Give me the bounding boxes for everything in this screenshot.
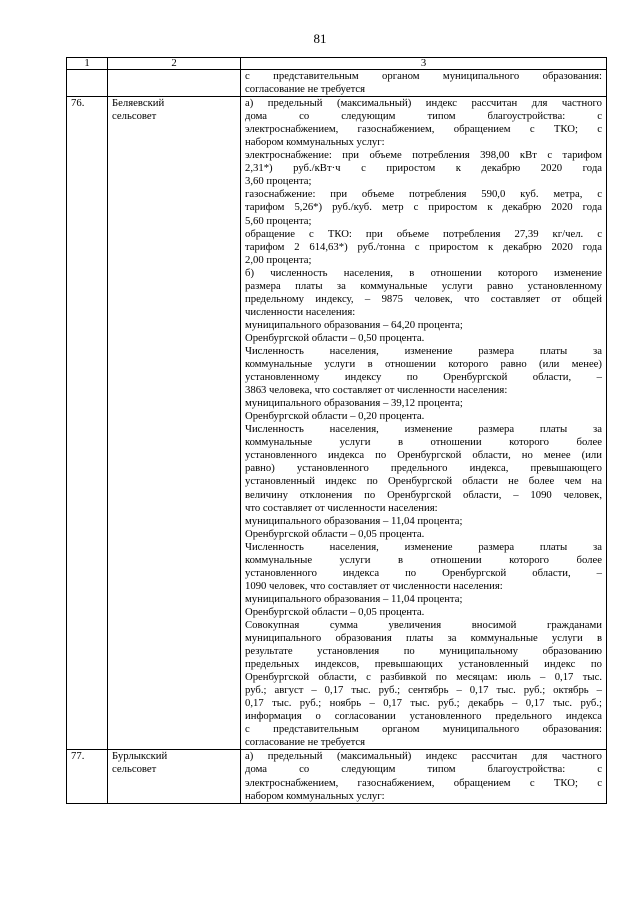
text-line: 3863 человека, что составляет от численности населения:: [245, 384, 508, 397]
text-line: Численность населения, изменение размера платы за: [245, 423, 602, 436]
text-line: 1090 человек, что составляет от численности населения:: [245, 579, 503, 592]
text-line: установленный индекс по Оренбургской области не более чем на: [245, 475, 602, 488]
text-line: численности населения:: [245, 305, 356, 318]
text-line: электроснабжением, газоснабжением, обращением с ТКО; с: [245, 123, 602, 136]
text-line: Оренбургской области – 0,20 процента.: [245, 410, 425, 423]
text-line: предельных индексов, превышающих установленный индекс по: [245, 658, 602, 671]
continuation-number-cell: [67, 70, 108, 97]
municipality-name: [108, 97, 241, 750]
municipality-name-line: Бурлыкский: [112, 750, 168, 763]
table-row-76: [67, 97, 607, 750]
text-line: 2,31*) руб./кВт·ч с приростом к декабрю 2020 года: [245, 162, 602, 175]
column-header-2: 2: [108, 58, 241, 70]
text-line: а) предельный (максимальный) индекс рассчитан для частного: [245, 97, 602, 110]
text-line: коммунальные услуги в отношении которого более: [245, 553, 602, 566]
column-header-1: 1: [67, 58, 108, 70]
municipality-name-line: сельсовет: [112, 110, 157, 123]
text-line: размера платы за коммунальные услуги равно установленному: [245, 279, 602, 292]
row-number: 77.: [67, 750, 108, 803]
text-line: 5,60 процента;: [245, 214, 312, 227]
text-line: Численность населения, изменение размера платы за: [245, 540, 602, 553]
text-line: величину отклонения по Оренбургской области, – 1090 человек,: [245, 488, 602, 501]
text-line: руб.; август – 0,17 тыс. руб.; сентябрь – 0,17 тыс. руб.; октябрь –: [245, 684, 602, 697]
text-line: Совокупная сумма увеличения вносимой гражданами: [245, 618, 602, 631]
text-line: Оренбургской области, с разбивкой по месяцам: июль – 0,17 тыс.: [245, 671, 602, 684]
continuation-text-cell: [241, 70, 607, 97]
text-line: муниципального образования – 39,12 процента;: [245, 397, 463, 410]
text-line: установленного индекса по Оренбургской области, но менее (или: [245, 449, 602, 462]
text-line: 3,60 процента;: [245, 175, 312, 188]
text-line: набором коммунальных услуг:: [245, 789, 385, 802]
text-line: муниципального образования платы за коммунальные услуги в: [245, 632, 602, 645]
column-number-row: [67, 58, 607, 70]
text-line: результате установления по муниципальному образованию: [245, 645, 602, 658]
municipality-name: [108, 750, 241, 803]
text-line: коммунальные услуги в отношении которого равно (или менее): [245, 358, 602, 371]
index-description: [241, 97, 607, 750]
table-row-77: [67, 750, 607, 803]
text-line: коммунальные услуги в отношении которого более: [245, 436, 602, 449]
text-line: равно) установленного предельного индекса, превышающего: [245, 462, 602, 475]
text-line: а) предельный (максимальный) индекс рассчитан для частного: [245, 750, 602, 763]
text-line: муниципального образования – 11,04 процента;: [245, 592, 463, 605]
text-line: дома со следующим типом благоустройства: с: [245, 763, 602, 776]
text-line: обращение с ТКО: при объеме потребления 27,39 кг/чел. с: [245, 227, 602, 240]
text-line: электроснабжение: при объеме потребления 398,00 кВт с тарифом: [245, 149, 602, 162]
municipality-name-line: сельсовет: [112, 763, 157, 776]
page-number: 81: [313, 31, 327, 46]
text-line: муниципального образования – 11,04 процента;: [245, 514, 463, 527]
text-line: информация о согласовании установленного предельного индекса: [245, 710, 602, 723]
text-line: газоснабжение: при объеме потребления 590,0 куб. метра, с: [245, 188, 602, 201]
continuation-name-cell: [108, 70, 241, 97]
text-line: с представительным органом муниципального образования:: [245, 70, 602, 82]
municipality-name-line: Беляевский: [112, 97, 165, 110]
text-line: дома со следующим типом благоустройства: с: [245, 110, 602, 123]
text-line: установленному индексу по Оренбургской области, –: [245, 371, 602, 384]
text-line: тарифом 5,26*) руб./куб. метр с приростом к декабрю 2020 года: [245, 201, 602, 214]
index-description: [241, 750, 607, 803]
text-line: б) численность населения, в отношении которого изменение: [245, 266, 602, 279]
text-line: тарифом 2 614,63*) руб./тонна с приростом к декабрю 2020 года: [245, 240, 602, 253]
text-line: с представительным органом муниципального образования:: [245, 723, 602, 736]
municipal-index-table: [66, 57, 607, 804]
text-line: электроснабжением, газоснабжением, обращением с ТКО; с: [245, 776, 602, 789]
text-line: предельному индексу, – 9875 человек, что составляет от общей: [245, 292, 602, 305]
continuation-row: [67, 70, 607, 97]
text-line: 2,00 процента;: [245, 253, 312, 266]
text-line: установленного индекса по Оренбургской области, –: [245, 566, 602, 579]
row-number: 76.: [67, 97, 108, 750]
text-line: Оренбургской области – 0,05 процента.: [245, 605, 425, 618]
text-line: Численность населения, изменение размера платы за: [245, 344, 602, 357]
text-line: муниципального образования – 64,20 процента;: [245, 318, 463, 331]
text-line: согласование не требуется: [245, 83, 366, 96]
text-line: что составляет от численности населения:: [245, 501, 438, 514]
text-line: согласование не требуется: [245, 736, 366, 749]
text-line: Оренбургской области – 0,50 процента.: [245, 331, 425, 344]
text-line: набором коммунальных услуг:: [245, 136, 385, 149]
text-line: 0,17 тыс. руб.; ноябрь – 0,17 тыс. руб.; декабрь – 0,17 тыс. руб.;: [245, 697, 602, 710]
text-line: Оренбургской области – 0,05 процента.: [245, 527, 425, 540]
column-header-3: 3: [241, 58, 607, 70]
